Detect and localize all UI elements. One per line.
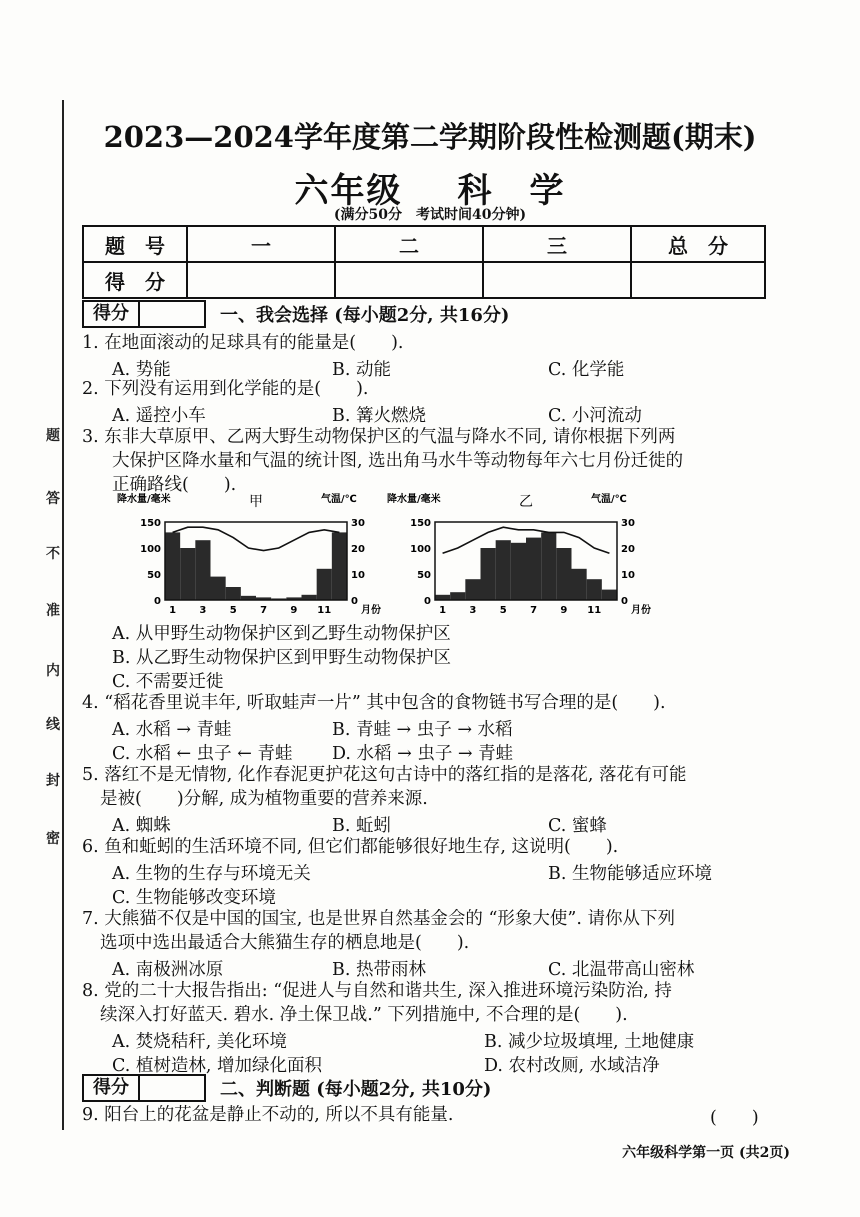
score-cell[interactable] bbox=[631, 262, 765, 298]
x-tick-label: 9 bbox=[560, 605, 568, 616]
score-header-cell: 三 bbox=[483, 226, 631, 262]
question-stem: 选项中选出最适合大熊猫生存的栖息地是( ). bbox=[100, 933, 470, 953]
x-axis-label: 月份 bbox=[361, 605, 381, 616]
binding-line bbox=[62, 100, 64, 1130]
option[interactable]: C. 化学能 bbox=[548, 360, 625, 380]
score-header-cell: 题 号 bbox=[83, 226, 187, 262]
option[interactable]: A. 遥控小车 bbox=[112, 406, 206, 426]
x-tick-label: 3 bbox=[199, 605, 207, 616]
y-tick-label: 150 bbox=[140, 518, 161, 529]
y2-tick-label: 20 bbox=[351, 544, 365, 555]
x-tick-label: 7 bbox=[530, 605, 538, 616]
option[interactable]: D. 农村改厕, 水域洁净 bbox=[484, 1056, 660, 1076]
precip-bar bbox=[496, 540, 511, 600]
option[interactable]: D. 水稻 → 虫子 → 青蛙 bbox=[332, 744, 514, 764]
precip-bar bbox=[332, 532, 347, 600]
option[interactable]: B. 生物能够适应环境 bbox=[548, 864, 712, 884]
section-score-box[interactable] bbox=[140, 300, 206, 328]
option[interactable]: B. 篝火燃烧 bbox=[332, 406, 426, 426]
x-tick-label: 11 bbox=[587, 605, 602, 616]
side-char: 题 bbox=[46, 428, 60, 444]
precip-bar bbox=[226, 587, 241, 600]
y-tick-label: 150 bbox=[410, 518, 431, 529]
y2-tick-label: 10 bbox=[351, 570, 365, 581]
precip-bar bbox=[435, 595, 450, 600]
precip-bar bbox=[556, 548, 571, 600]
side-char: 密 bbox=[46, 831, 60, 847]
chart-yi bbox=[385, 492, 655, 617]
precip-bar bbox=[465, 579, 480, 600]
y2-axis-label: 气温/℃ bbox=[591, 494, 627, 505]
y2-axis-label: 气温/℃ bbox=[321, 494, 357, 505]
y2-tick-label: 0 bbox=[351, 596, 358, 607]
side-char: 线 bbox=[46, 717, 60, 733]
page-footer: 六年级科学第一页 (共2页) bbox=[622, 1145, 790, 1161]
x-tick-label: 9 bbox=[290, 605, 298, 616]
score-header-cell: 一 bbox=[187, 226, 335, 262]
score-cell[interactable] bbox=[483, 262, 631, 298]
x-tick-label: 3 bbox=[469, 605, 477, 616]
y-tick-label: 0 bbox=[154, 596, 161, 607]
chart-title: 乙 bbox=[519, 494, 533, 510]
y-axis-label: 降水量/毫米 bbox=[117, 494, 171, 505]
option[interactable]: C. 植树造林, 增加绿化面积 bbox=[112, 1056, 323, 1076]
option[interactable]: A. 焚烧秸秆, 美化环境 bbox=[112, 1032, 287, 1052]
x-tick-label: 1 bbox=[439, 605, 447, 616]
precip-bar bbox=[572, 569, 587, 600]
side-char: 封 bbox=[46, 773, 60, 789]
chart-jia bbox=[115, 492, 385, 617]
section2-header bbox=[82, 1074, 491, 1102]
option[interactable]: B. 动能 bbox=[332, 360, 391, 380]
side-char: 答 bbox=[46, 491, 60, 507]
x-tick-label: 1 bbox=[169, 605, 177, 616]
precip-bar bbox=[165, 532, 180, 600]
section-score-label: 得分 bbox=[82, 1074, 140, 1102]
grade-label: 六年级 bbox=[294, 171, 403, 211]
question-stem: 4. “稻花香里说丰年, 听取蛙声一片” 其中包含的食物链书写合理的是( ). bbox=[82, 693, 666, 713]
option[interactable]: C. 北温带高山密林 bbox=[548, 960, 695, 980]
question-stem: 6. 鱼和蚯蚓的生活环境不同, 但它们都能够很好地生存, 这说明( ). bbox=[82, 837, 619, 857]
precip-bar bbox=[526, 538, 541, 600]
option[interactable]: C. 生物能够改变环境 bbox=[112, 888, 276, 908]
exam-meta: (满分50分 考试时间40分钟) bbox=[333, 207, 527, 223]
option[interactable]: A. 南极洲冰原 bbox=[112, 960, 224, 980]
score-table bbox=[82, 225, 766, 299]
y2-tick-label: 0 bbox=[621, 596, 628, 607]
y2-tick-label: 10 bbox=[621, 570, 635, 581]
x-tick-label: 11 bbox=[317, 605, 332, 616]
score-cell[interactable] bbox=[335, 262, 483, 298]
y2-tick-label: 20 bbox=[621, 544, 635, 555]
section-score-label: 得分 bbox=[82, 300, 140, 328]
score-header-cell: 二 bbox=[335, 226, 483, 262]
y-tick-label: 0 bbox=[424, 596, 431, 607]
option[interactable]: A. 生物的生存与环境无关 bbox=[112, 864, 311, 884]
section-title: 二、判断题 (每小题2分, 共10分) bbox=[220, 1079, 492, 1100]
question-stem: 3. 东非大草原甲、乙两大野生动物保护区的气温与降水不同, 请你根据下列两 bbox=[82, 427, 676, 447]
precip-bar bbox=[481, 548, 496, 600]
option[interactable]: C. 不需要迁徙 bbox=[112, 672, 224, 692]
option[interactable]: B. 从乙野生动物保护区到甲野生动物保护区 bbox=[112, 648, 451, 668]
question-stem: 1. 在地面滚动的足球具有的能量是( ). bbox=[82, 333, 404, 353]
precip-bar bbox=[541, 532, 556, 600]
precip-bar bbox=[317, 569, 332, 600]
question-stem: 正确路线( ). bbox=[112, 475, 237, 495]
option[interactable]: C. 水稻 ← 虫子 ← 青蛙 bbox=[112, 744, 293, 764]
score-row-label: 得 分 bbox=[83, 262, 187, 298]
y2-tick-label: 30 bbox=[621, 518, 635, 529]
answer-blank[interactable]: ( ) bbox=[710, 1108, 759, 1128]
y-axis-label: 降水量/毫米 bbox=[387, 494, 441, 505]
subject-label: 科 学 bbox=[457, 171, 566, 211]
option[interactable]: A. 势能 bbox=[112, 360, 171, 380]
option[interactable]: A. 蜘蛛 bbox=[112, 816, 171, 836]
question-stem: 是被( )分解, 成为植物重要的营养来源. bbox=[100, 789, 428, 809]
option[interactable]: B. 青蛙 → 虫子 → 水稻 bbox=[332, 720, 513, 740]
section1-header bbox=[82, 300, 509, 328]
precip-bar bbox=[180, 548, 195, 600]
y-tick-label: 100 bbox=[140, 544, 161, 555]
question-stem: 9. 阳台上的花盆是静止不动的, 所以不具有能量. bbox=[82, 1105, 454, 1125]
score-cell[interactable] bbox=[187, 262, 335, 298]
question-stem: 5. 落红不是无情物, 化作春泥更护花这句古诗中的落红指的是落花, 落花有可能 bbox=[82, 765, 687, 785]
precip-bar bbox=[450, 592, 465, 600]
option[interactable]: A. 从甲野生动物保护区到乙野生动物保护区 bbox=[112, 624, 451, 644]
precip-bar bbox=[511, 543, 526, 600]
option[interactable]: B. 减少垃圾填埋, 土地健康 bbox=[484, 1032, 695, 1052]
precip-bar bbox=[211, 577, 226, 600]
chart-title: 甲 bbox=[249, 494, 263, 510]
question-stem: 8. 党的二十大报告指出: “促进人与自然和谐共生, 深入推进环境污染防治, 持 bbox=[82, 981, 672, 1001]
x-tick-label: 7 bbox=[260, 605, 268, 616]
question-stem: 2. 下列没有运用到化学能的是( ). bbox=[82, 379, 369, 399]
precip-bar bbox=[587, 579, 602, 600]
option[interactable]: B. 热带雨林 bbox=[332, 960, 426, 980]
exam-title: 2023—2024学年度第二学期阶段性检测题(期末) bbox=[103, 120, 757, 154]
question-stem: 大保护区降水量和气温的统计图, 选出角马水牛等动物每年六七月份迁徙的 bbox=[112, 451, 684, 471]
option[interactable]: A. 水稻 → 青蛙 bbox=[112, 720, 232, 740]
option[interactable]: C. 蜜蜂 bbox=[548, 816, 607, 836]
precip-bar bbox=[602, 590, 617, 600]
option[interactable]: B. 蚯蚓 bbox=[332, 816, 391, 836]
question-stem: 7. 大熊猫不仅是中国的国宝, 也是世界自然基金会的 “形象大使”. 请你从下列 bbox=[82, 909, 675, 929]
side-char: 准 bbox=[46, 603, 60, 619]
x-axis-label: 月份 bbox=[631, 605, 651, 616]
y-tick-label: 50 bbox=[147, 570, 161, 581]
x-tick-label: 5 bbox=[229, 605, 237, 616]
x-tick-label: 5 bbox=[499, 605, 507, 616]
precip-bar bbox=[302, 595, 317, 600]
side-char: 不 bbox=[46, 546, 60, 562]
y-tick-label: 50 bbox=[417, 570, 431, 581]
question-stem: 续深入打好蓝天. 碧水. 净土保卫战.” 下列措施中, 不合理的是( ). bbox=[100, 1005, 628, 1025]
score-header-cell: 总 分 bbox=[631, 226, 765, 262]
section-title: 一、我会选择 (每小题2分, 共16分) bbox=[220, 305, 510, 326]
precip-bar bbox=[195, 540, 210, 600]
side-char: 内 bbox=[46, 663, 60, 679]
section-score-box[interactable] bbox=[140, 1074, 206, 1102]
option[interactable]: C. 小河流动 bbox=[548, 406, 642, 426]
y2-tick-label: 30 bbox=[351, 518, 365, 529]
y-tick-label: 100 bbox=[410, 544, 431, 555]
